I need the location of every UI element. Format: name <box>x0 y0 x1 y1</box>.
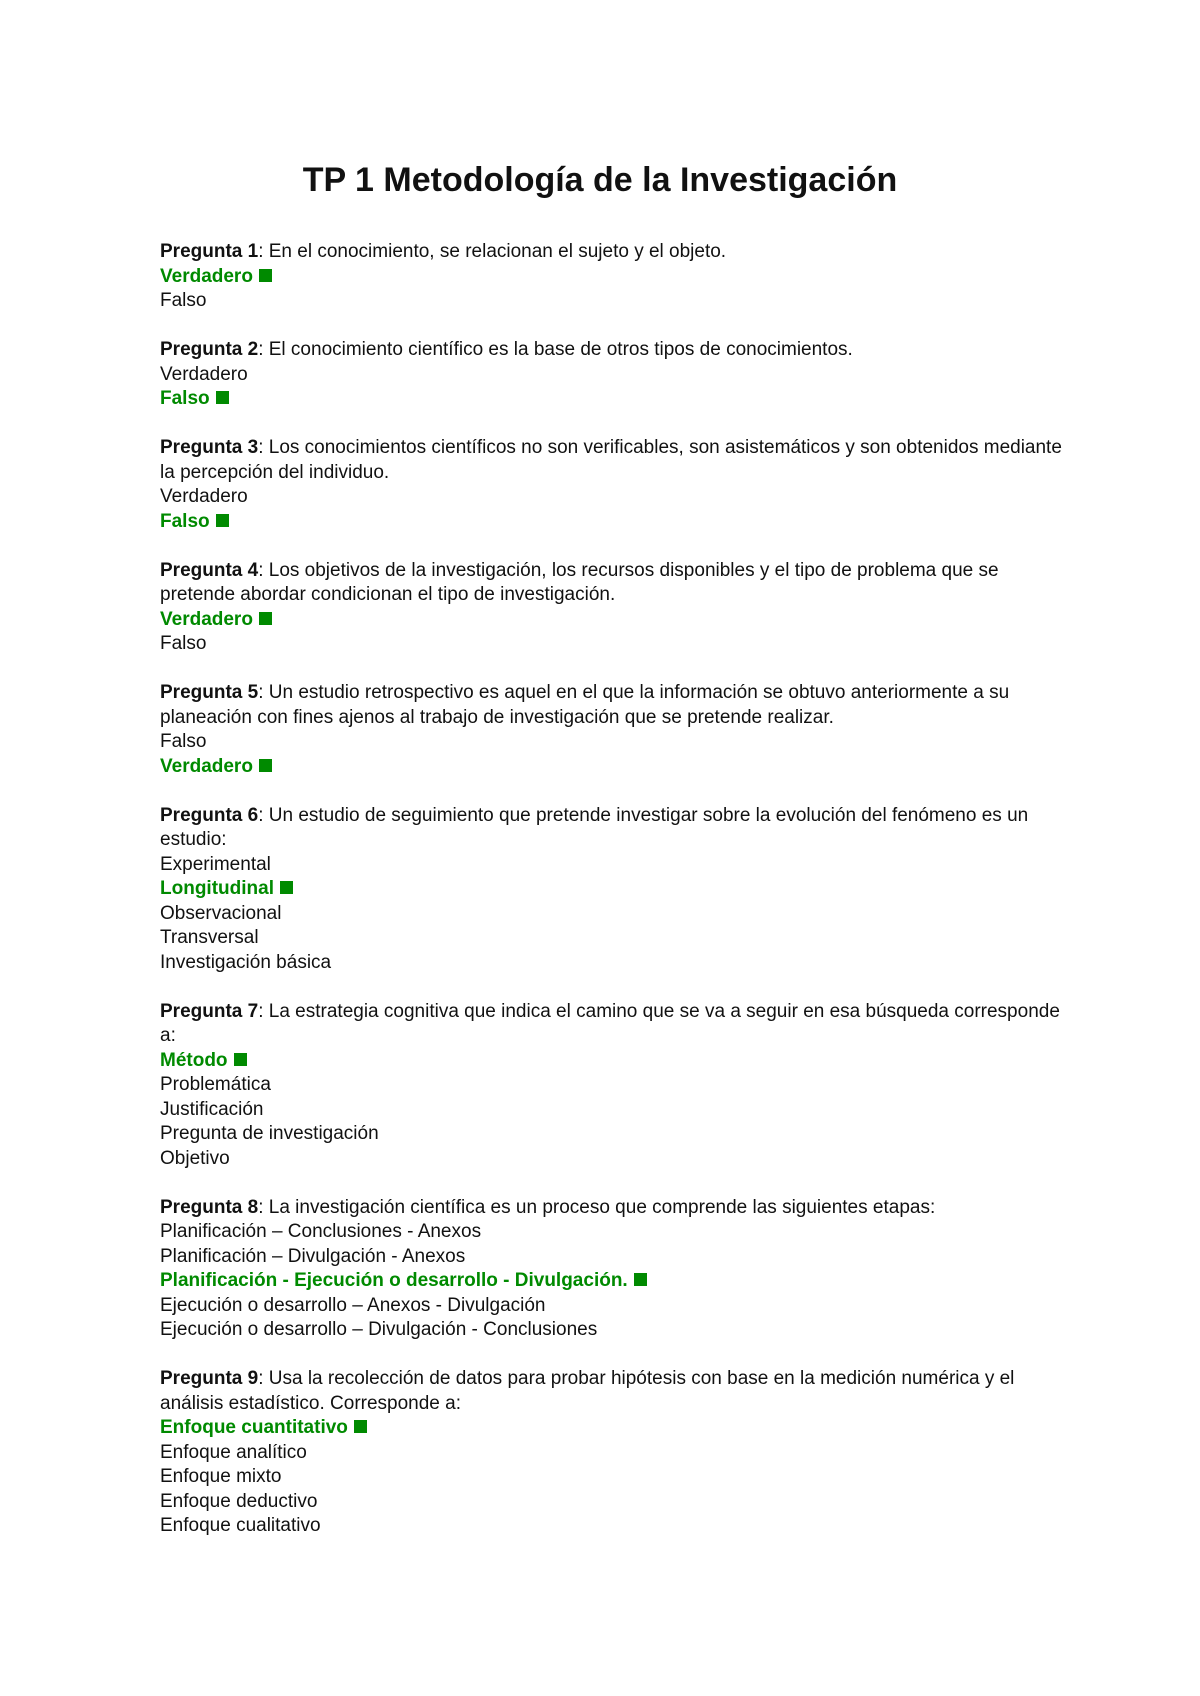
answer-option-label: Enfoque mixto <box>160 1466 282 1487</box>
question-text <box>160 559 1065 608</box>
answer-option-label: Planificación - Ejecución o desarrollo - Divulgación. <box>160 1270 628 1291</box>
answer-option-label: Investigación básica <box>160 951 332 973</box>
answer-option-correct <box>160 877 1065 902</box>
answer-option-correct <box>160 387 1065 412</box>
answer-option-label: Verdadero <box>160 755 253 777</box>
question-label: Pregunta 7 <box>160 1000 259 1022</box>
answer-option-label: Verdadero <box>160 265 253 287</box>
answer-option <box>160 1490 1065 1515</box>
question-block <box>160 1367 1065 1539</box>
question-text <box>160 436 1065 485</box>
correct-mark-icon <box>354 1420 367 1433</box>
answer-option-label: Observacional <box>160 902 282 924</box>
answer-option-correct <box>160 1269 1065 1294</box>
question-statement: : Los conocimientos científicos no son verificables, son asistemáticos y son obtenidos mediante la percepción del individuo. <box>160 437 1062 483</box>
question-block <box>160 338 1065 412</box>
question-label: Pregunta 2 <box>160 339 259 360</box>
question-block <box>160 240 1065 314</box>
answer-option-label: Verdadero <box>160 608 253 630</box>
answer-option-label: Pregunta de investigación <box>160 1123 379 1144</box>
question-block <box>160 681 1065 779</box>
question-label: Pregunta 5 <box>160 682 259 703</box>
correct-mark-icon <box>634 1273 647 1286</box>
answer-option-label: Ejecución o desarrollo – Divulgación - Conclusiones <box>160 1319 598 1340</box>
answer-option <box>160 1514 1065 1539</box>
correct-mark-icon <box>259 759 272 772</box>
answer-option-label: Falso <box>160 388 210 409</box>
answer-option-label: Enfoque cuantitativo <box>160 1417 348 1438</box>
correct-mark-icon <box>259 269 272 282</box>
question-text <box>160 681 1065 730</box>
correct-mark-icon <box>280 881 293 894</box>
answer-option-label: Método <box>160 1049 228 1071</box>
answer-option <box>160 853 1065 878</box>
answer-option <box>160 1073 1065 1098</box>
question-text <box>160 1196 1065 1221</box>
question-text <box>160 240 1065 265</box>
question-statement: : Un estudio retrospectivo es aquel en el que la información se obtuvo anteriormente a su planeación con fines ajenos al trabajo de investigación que se pretende realizar. <box>160 682 1010 728</box>
answer-option-correct <box>160 1416 1065 1441</box>
answer-option-label: Falso <box>160 290 207 311</box>
answer-option-correct <box>160 265 1065 290</box>
answer-option-label: Ejecución o desarrollo – Anexos - Divulgación <box>160 1294 546 1316</box>
question-statement: : La estrategia cognitiva que indica el camino que se va a seguir en esa búsqueda corresponde a: <box>160 1000 1060 1046</box>
answer-option-label: Justificación <box>160 1098 264 1120</box>
answer-option <box>160 289 1065 314</box>
answer-option <box>160 926 1065 951</box>
answer-option <box>160 730 1065 755</box>
question-statement: : Un estudio de seguimiento que pretende investigar sobre la evolución del fenómeno es un estudio: <box>160 804 1029 850</box>
question-text <box>160 1000 1065 1049</box>
page-title: TP 1 Metodología de la Investigación <box>302 161 898 199</box>
correct-mark-icon <box>259 612 272 625</box>
answer-option <box>160 1122 1065 1147</box>
answer-option <box>160 632 1065 657</box>
answer-option <box>160 1318 1065 1343</box>
answer-option <box>160 1220 1065 1245</box>
answer-option-label: Experimental <box>160 853 271 875</box>
answer-option-correct <box>160 510 1065 535</box>
question-label: Pregunta 3 <box>160 437 259 458</box>
answer-option-correct <box>160 1049 1065 1074</box>
question-block <box>160 1196 1065 1343</box>
question-statement: : Los objetivos de la investigación, los recursos disponibles y el tipo de problema que se pretende abordar condicionan el tipo de investigación. <box>160 559 999 605</box>
answer-option-label: Objetivo <box>160 1147 230 1169</box>
answer-option-label: Planificación – Divulgación - Anexos <box>160 1245 466 1267</box>
answer-option <box>160 902 1065 927</box>
question-list <box>160 240 1065 1563</box>
answer-option-label: Transversal <box>160 927 259 948</box>
question-label: Pregunta 6 <box>160 804 259 826</box>
question-label: Pregunta 1 <box>160 241 259 262</box>
question-text <box>160 1367 1065 1416</box>
answer-option <box>160 1294 1065 1319</box>
question-block <box>160 1000 1065 1172</box>
question-block <box>160 804 1065 976</box>
answer-option <box>160 951 1065 976</box>
answer-option-correct <box>160 608 1065 633</box>
question-block <box>160 559 1065 657</box>
answer-option <box>160 1465 1065 1490</box>
question-label: Pregunta 4 <box>160 559 259 581</box>
question-block <box>160 436 1065 534</box>
question-statement: : El conocimiento científico es la base de otros tipos de conocimientos. <box>258 339 853 360</box>
answer-option-label: Planificación – Conclusiones - Anexos <box>160 1221 482 1242</box>
question-text <box>160 338 1065 363</box>
question-text <box>160 804 1065 853</box>
answer-option-label: Falso <box>160 633 207 654</box>
question-label: Pregunta 9 <box>160 1368 259 1389</box>
answer-option-label: Enfoque deductivo <box>160 1490 318 1512</box>
question-statement: : Usa la recolección de datos para probar hipótesis con base en la medición numérica y el análisis estadístico. Corresponde a: <box>160 1368 1015 1414</box>
answer-option <box>160 485 1065 510</box>
correct-mark-icon <box>234 1053 247 1066</box>
answer-option-label: Enfoque cualitativo <box>160 1515 321 1536</box>
answer-option <box>160 1245 1065 1270</box>
correct-mark-icon <box>216 514 229 527</box>
answer-option <box>160 1441 1065 1466</box>
correct-mark-icon <box>216 391 229 404</box>
answer-option-label: Longitudinal <box>160 878 274 899</box>
question-label: Pregunta 8 <box>160 1196 259 1218</box>
answer-option <box>160 1147 1065 1172</box>
answer-option-label: Problemática <box>160 1074 271 1095</box>
answer-option <box>160 363 1065 388</box>
answer-option-label: Verdadero <box>160 486 248 507</box>
answer-option-label: Verdadero <box>160 363 248 385</box>
question-statement: : La investigación científica es un proceso que comprende las siguientes etapas: <box>258 1196 936 1218</box>
answer-option-label: Falso <box>160 510 210 532</box>
question-statement: : En el conocimiento, se relacionan el sujeto y el objeto. <box>258 241 727 262</box>
answer-option-label: Falso <box>160 731 207 752</box>
answer-option-correct <box>160 755 1065 780</box>
answer-option <box>160 1098 1065 1123</box>
answer-option-label: Enfoque analítico <box>160 1441 307 1463</box>
